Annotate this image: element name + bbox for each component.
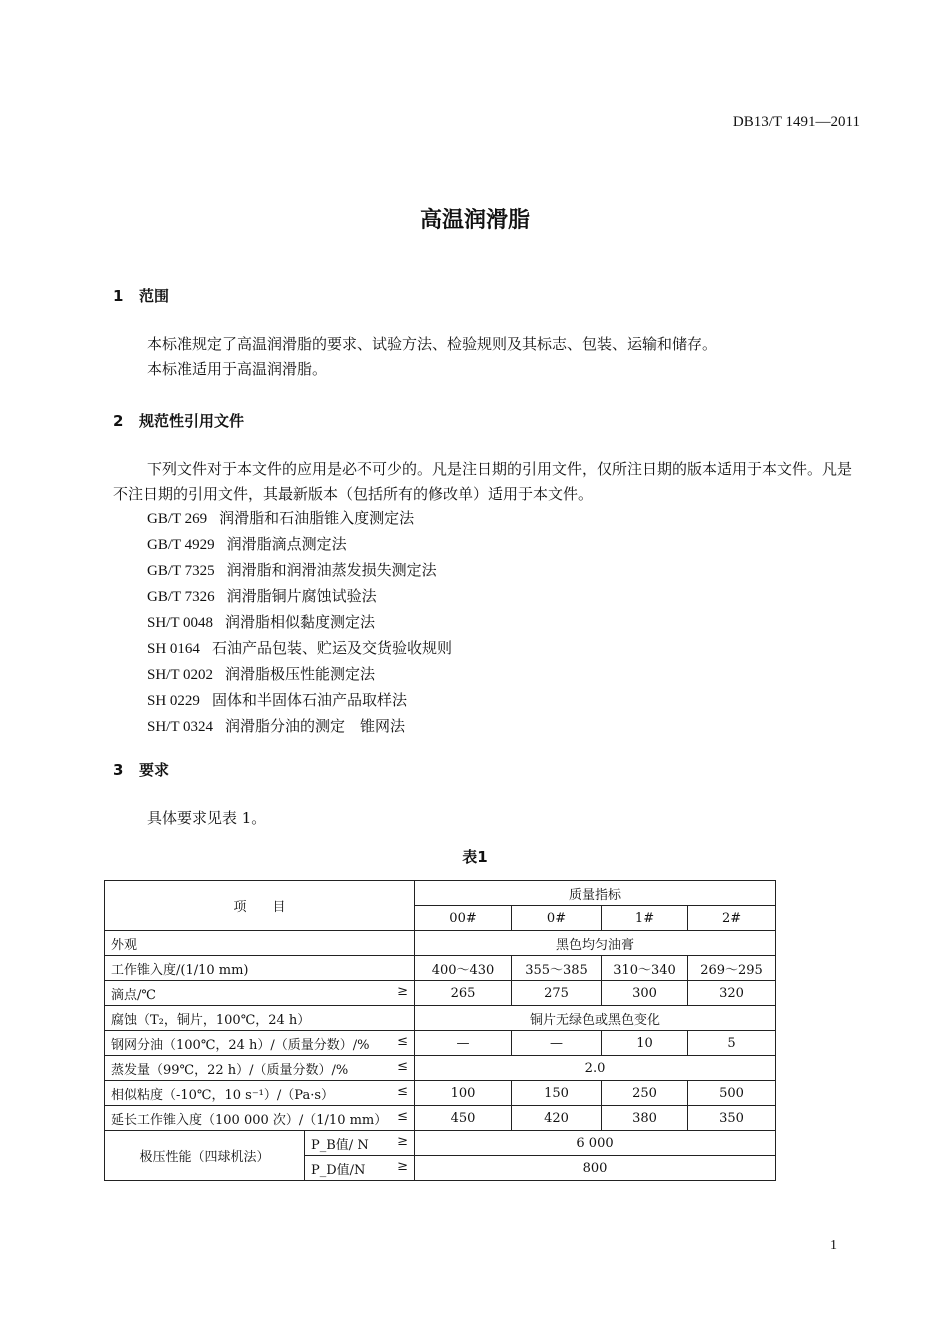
row-label: 钢网分油（100℃，24 h）/（质量分数）/% ≤ [105, 1031, 415, 1056]
reference-list [147, 506, 452, 740]
reference-item: SH/T 0324 润滑脂分油的测定 锥网法 [147, 717, 405, 735]
document-title: 高温润滑脂 [419, 208, 530, 233]
row-label: 外观 [105, 931, 415, 956]
merged-value-cell: 800 [415, 1156, 776, 1181]
header-item-cell: 项 目 [105, 881, 415, 931]
section-number: 2 [113, 412, 124, 430]
standard-number: DB13/T 1491—2011 [732, 114, 860, 130]
value-cell: 450 [415, 1106, 512, 1131]
grade-cell: 2# [688, 906, 776, 931]
reference-item: GB/T 7326 润滑脂铜片腐蚀试验法 [147, 587, 377, 605]
grade-cell: 1# [602, 906, 688, 931]
section-1-heading [113, 285, 169, 306]
value-cell: 250 [602, 1081, 688, 1106]
section-title: 规范性引用文件 [139, 412, 245, 430]
reference-item: GB/T 4929 润滑脂滴点测定法 [147, 535, 347, 553]
section-number: 3 [113, 761, 124, 779]
section-1-paragraph-2: 本标准适用于高温润滑脂。 [147, 360, 328, 378]
reference-item: GB/T 269 润滑脂和石油脂锥入度测定法 [147, 509, 415, 527]
merged-value-cell: 6 000 [415, 1131, 776, 1156]
table-row [105, 981, 776, 1006]
section-3-heading [113, 759, 169, 780]
reference-item: SH/T 0048 润滑脂相似黏度测定法 [147, 613, 375, 631]
table-row [105, 1081, 776, 1106]
table-row [105, 956, 776, 981]
value-cell: 5 [688, 1031, 776, 1056]
merged-value-cell: 铜片无绿色或黑色变化 [415, 1006, 776, 1031]
value-cell: 150 [512, 1081, 602, 1106]
value-cell: 420 [512, 1106, 602, 1131]
table-row [105, 1006, 776, 1031]
section-2-paragraph: 下列文件对于本文件的应用是必不可少的。凡是注日期的引用文件，仅所注日期的版本适用于本文件。凡是不注日期的引用文件，其最新版本（包括所有的修改单）适用于本文件。 [113, 460, 853, 503]
row-label: 腐蚀（T₂，铜片，100℃，24 h） [105, 1006, 415, 1031]
row-label: 滴点/℃ ≥ [105, 981, 415, 1006]
table-caption: 表1 [462, 848, 488, 866]
section-3-paragraph: 具体要求见表 1。 [147, 809, 267, 827]
value-cell: 500 [688, 1081, 776, 1106]
value-cell: 300 [602, 981, 688, 1006]
value-cell: 100 [415, 1081, 512, 1106]
value-cell: 350 [688, 1106, 776, 1131]
grade-cell: 0# [512, 906, 602, 931]
section-title: 要求 [139, 761, 170, 779]
reference-item: SH 0164 石油产品包装、贮运及交货验收规则 [147, 639, 452, 657]
value-cell: — [512, 1031, 602, 1056]
table-row [105, 1031, 776, 1056]
table-header-row [105, 881, 776, 906]
value-cell: 269～295 [688, 956, 776, 981]
reference-item: SH 0229 固体和半固体石油产品取样法 [147, 691, 407, 709]
section-number: 1 [113, 287, 124, 305]
section-title: 范围 [139, 287, 170, 305]
table-row [105, 1131, 776, 1156]
merged-value-cell: 黑色均匀油膏 [415, 931, 776, 956]
merged-value-cell: 2.0 [415, 1056, 776, 1081]
ep-label-cell: 极压性能（四球机法） [105, 1131, 305, 1181]
value-cell: 320 [688, 981, 776, 1006]
ep-sub-label: P_D值/N ≥ [305, 1156, 415, 1181]
row-label: 工作锥入度/(1/10 mm) [105, 956, 415, 981]
value-cell: 275 [512, 981, 602, 1006]
value-cell: — [415, 1031, 512, 1056]
row-label: 蒸发量（99℃，22 h）/（质量分数）/% ≤ [105, 1056, 415, 1081]
section-1-paragraph-1: 本标准规定了高温润滑脂的要求、试验方法、检验规则及其标志、包装、运输和储存。 [147, 335, 718, 353]
page-number: 1 [830, 1238, 837, 1253]
value-cell: 310～340 [602, 956, 688, 981]
value-cell: 400～430 [415, 956, 512, 981]
grade-cell: 00# [415, 906, 512, 931]
header-quality-cell: 质量指标 [415, 881, 776, 906]
row-label: 延长工作锥入度（100 000 次）/（1/10 mm） ≤ [105, 1106, 415, 1131]
table-row [105, 931, 776, 956]
section-2-heading [113, 410, 244, 431]
reference-item: SH/T 0202 润滑脂极压性能测定法 [147, 665, 375, 683]
requirements-table [104, 880, 776, 1181]
value-cell: 355～385 [512, 956, 602, 981]
table-row [105, 1056, 776, 1081]
value-cell: 10 [602, 1031, 688, 1056]
row-label: 相似粘度（-10℃，10 s⁻¹）/（Pa·s） ≤ [105, 1081, 415, 1106]
reference-item: GB/T 7325 润滑脂和润滑油蒸发损失测定法 [147, 561, 437, 579]
value-cell: 265 [415, 981, 512, 1006]
value-cell: 380 [602, 1106, 688, 1131]
table-row [105, 1106, 776, 1131]
ep-sub-label: P_B值/ N ≥ [305, 1131, 415, 1156]
